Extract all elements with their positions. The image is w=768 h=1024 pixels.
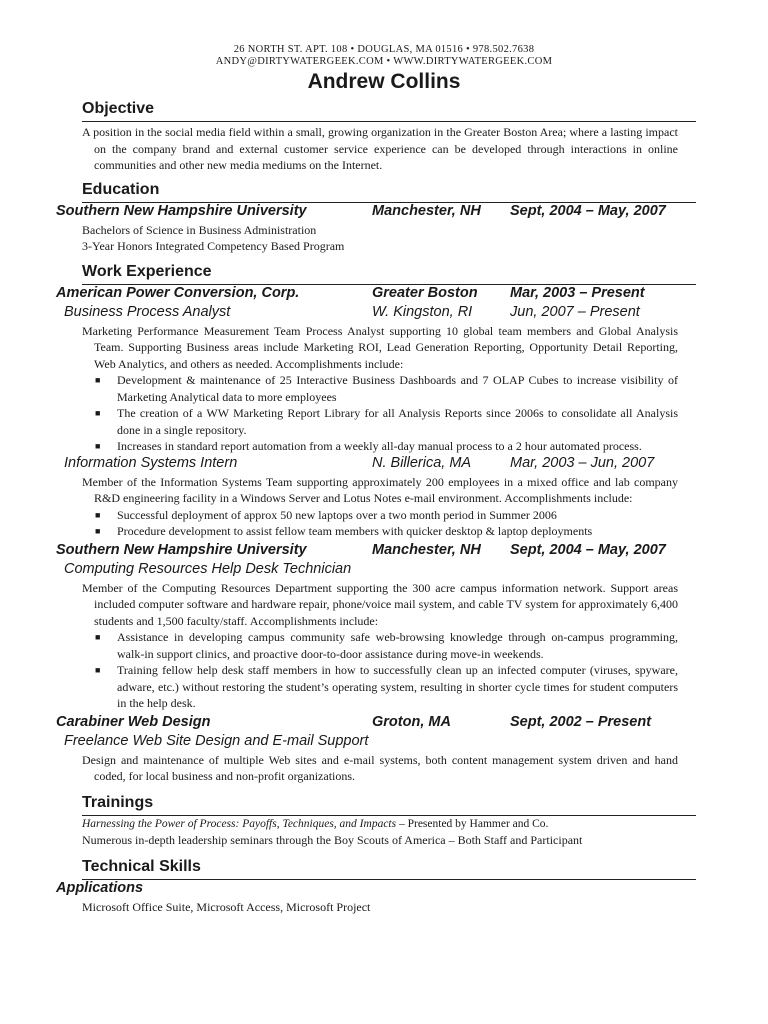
carabiner-role: Freelance Web Site Design and E-mail Support [64,732,369,749]
apc-role1-desc: Marketing Performance Measurement Team Process Analyst supporting 10 global team members and Global Analysis Team. Supporting Business areas include Marketing ROI, Lead Generation Reporting, Opportunity Detail Reporting, Web Analytics, and others as needed. Accomplishments include: [82,323,678,371]
snhu-dates: Sept, 2004 – May, 2007 [510,541,666,558]
apc-company: American Power Conversion, Corp. [56,284,300,301]
trainings-heading: Trainings [82,793,154,811]
bullet-icon: ■ [95,632,101,642]
carabiner-company: Carabiner Web Design [56,713,211,730]
education-heading: Education [82,180,160,198]
list-item: ■ Successful deployment of approx 50 new laptops over a two month period in Summer 2006 [95,507,557,522]
apc-role2-location: N. Billerica, MA [372,454,472,471]
education-dates: Sept, 2004 – May, 2007 [510,202,666,219]
apc-role1-location: W. Kingston, RI [372,303,473,320]
bullet-icon: ■ [95,526,101,536]
carabiner-role-row [0,733,768,752]
bullet-icon: ■ [95,408,101,418]
training-item-1 [82,816,768,833]
snhu-desc: Member of the Computing Resources Department supporting the 300 acre campus information network. Support areas included computer software and hardware repair, phone/voice mail system, and cable TV system for approximately 6,400 students and 1,500 faculty/staff. Accomplishments include: [82,580,678,628]
apc-role1-bullets [95,372,678,455]
carabiner-dates: Sept, 2002 – Present [510,713,652,730]
snhu-row [0,542,768,561]
education-program: 3-Year Honors Integrated Competency Based Program [82,239,345,253]
apc-row [0,285,768,304]
apc-role2-desc: Member of the Information Systems Team supporting approximately 200 employees in a mixed office and lab company R&D engineering facility in a Windows Server and Lotus Notes e-mail environment. Accomplishments include: [82,474,678,505]
carabiner-desc: Design and maintenance of multiple Web sites and e-mail systems, both content management system driven and hand coded, for local business and non-profit organizations. [82,752,678,783]
list-item: ■ Training fellow help desk staff members in how to successfully clean up an infected computer (viruses, spyware, adware, etc.) without restoring the student’s operating system, resulting in shorter cycle times for student computers in the help desk. [95,663,678,710]
objective-heading: Objective [82,100,155,117]
list-item: ■ Increases in standard report automation from a weekly all-day manual process to a 2 hour automated process. [95,439,642,453]
snhu-role-row [0,561,768,580]
education-degree: Bachelors of Science in Business Administration [82,222,317,237]
apc-role1-dates: Jun, 2007 – Present [510,303,640,320]
apc-role1-row [0,304,768,323]
skills-heading: Technical Skills [82,857,201,875]
list-item: ■ Assistance in developing campus community safe web-browsing knowledge through on-campus programming, walk-in support clinics, and proactive door-to-door assistance during move-in weekends. [95,630,678,661]
carabiner-location: Groton, MA [372,713,451,730]
work-heading: Work Experience [82,262,212,280]
education-row [0,203,768,222]
training-item-2: Numerous in-depth leadership seminars through the Boy Scouts of America – Both Staff and Participant [82,833,583,847]
bullet-icon: ■ [95,441,101,451]
list-item: ■ Procedure development to assist fellow team members with quicker desktop & laptop deployments [95,524,593,538]
list-item: ■ The creation of a WW Marketing Report Library for all Analysis Reports since 2006s to consolidate all Analysis done in a single repository. [95,406,678,437]
skills-applications-label: Applications [56,879,144,896]
apc-role2-bullets [95,507,678,540]
apc-role2-title: Information Systems Intern [64,454,238,471]
education-school: Southern New Hampshire University [56,202,307,219]
contact-email-web: ANDY@DIRTYWATERGEEK.COM • WWW.DIRTYWATERGEEK.COM [215,56,553,67]
education-location: Manchester, NH [372,202,481,219]
list-item: ■ Development & maintenance of 25 Interactive Business Dashboards and 7 OLAP Cubes to increase visibility of Marketing Analytical data to more employees [95,373,678,404]
snhu-location: Manchester, NH [372,541,481,558]
bullet-icon: ■ [95,509,101,520]
objective-rule [82,121,696,122]
skills-sub-row [0,880,768,899]
training-1-title: Harnessing the Power of Process: Payoffs, Techniques, and Impacts [82,817,397,830]
resume-name: Andrew Collins [307,70,461,93]
snhu-role: Computing Resources Help Desk Technician [64,560,352,577]
bullet-icon: ■ [95,375,101,385]
apc-role2-dates: Mar, 2003 – Jun, 2007 [510,454,655,471]
snhu-company: Southern New Hampshire University [56,541,307,558]
apc-location: Greater Boston [372,284,478,301]
apc-role1-title: Business Process Analyst [64,303,231,320]
apc-role2-row [0,455,768,474]
apc-dates: Mar, 2003 – Present [510,284,645,301]
carabiner-row [0,714,768,733]
snhu-bullets [95,629,678,712]
contact-address: 26 NORTH ST. APT. 108 • DOUGLAS, MA 01516 • 978.502.7638 [233,44,535,55]
bullet-icon: ■ [95,665,101,675]
skills-applications: Microsoft Office Suite, Microsoft Access, Microsoft Project [82,899,371,914]
objective-text: A position in the social media field within a small, growing organization in the Greater Boston Area; where a lasting impact on the company brand and external customer service experience can be developed through interactions in online communities and other new media mediums on the Internet. [82,125,678,172]
training-1-presenter: – Presented by Hammer and Co. [396,817,549,830]
